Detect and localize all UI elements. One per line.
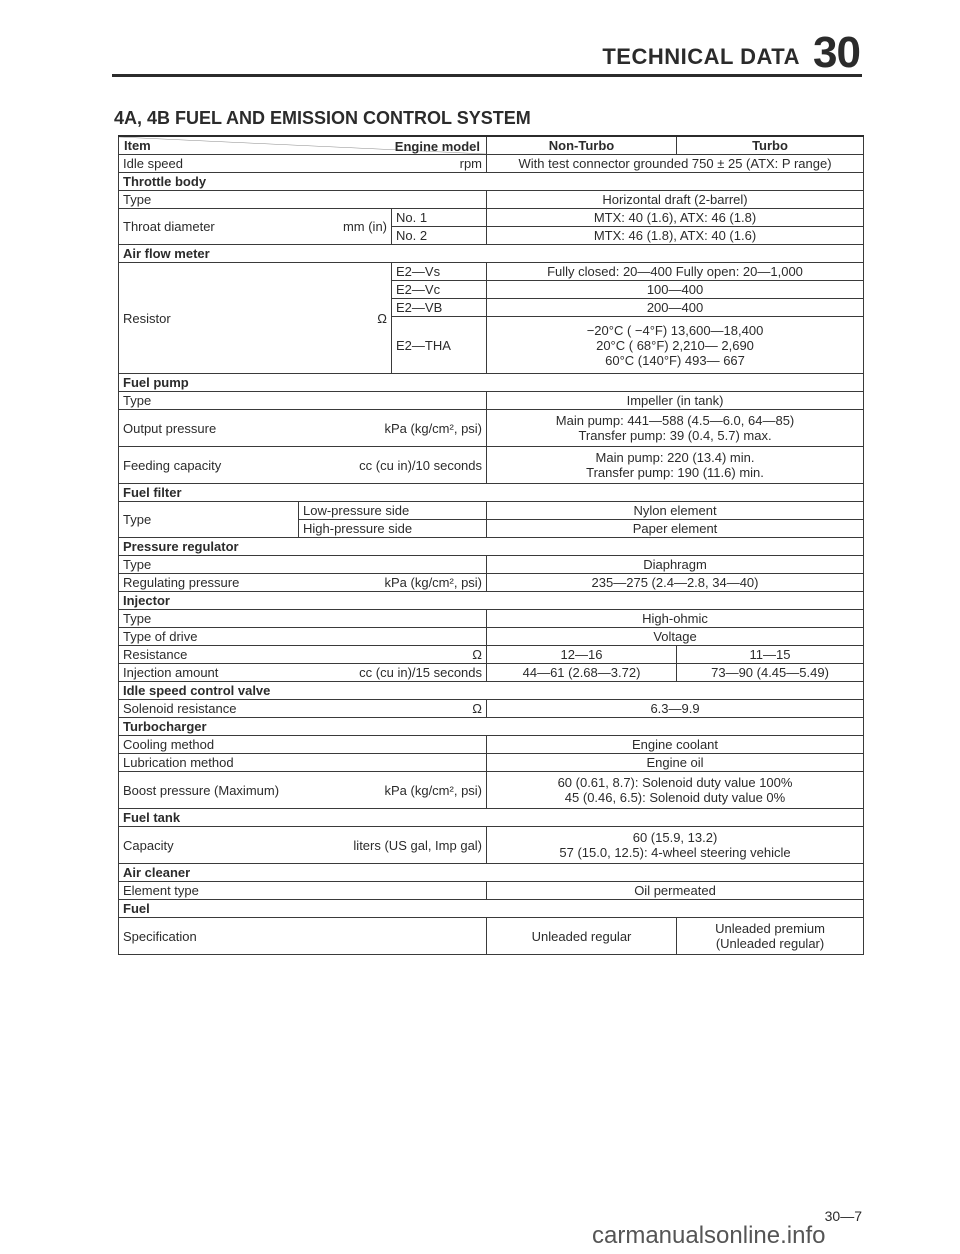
turbocharger-title: Turbocharger [119, 718, 864, 736]
drive-type-value: Voltage [487, 628, 864, 646]
output-line-2: Transfer pump: 39 (0.4, 5.7) max. [578, 428, 772, 443]
resistance-unit: Ω [472, 647, 483, 662]
boost-pressure-label: Boost pressure (Maximum) [123, 782, 280, 798]
solenoid-resistance-unit: Ω [472, 701, 483, 716]
idle-speed-control-title: Idle speed control valve [119, 682, 864, 700]
resistor-label: Resistor [123, 310, 171, 326]
idle-speed-label: Idle speed [123, 156, 183, 171]
section-row [119, 900, 864, 918]
vs-value: Fully closed: 20—400 Fully open: 20—1,000 [487, 263, 864, 281]
table-row [119, 918, 864, 955]
regulating-pressure-label: Regulating pressure [123, 575, 240, 590]
filter-type-label: Type [119, 502, 299, 538]
table-row [119, 209, 864, 227]
regulating-pressure-unit: kPa (kg/cm², psi) [384, 575, 483, 590]
element-type-value: Oil permeated [487, 882, 864, 900]
table-row [119, 827, 864, 864]
regulating-pressure-value: 235—275 (2.4—2.8, 34—40) [487, 574, 864, 592]
solenoid-resistance-value: 6.3—9.9 [487, 700, 864, 718]
section-row [119, 682, 864, 700]
vc-value: 100—400 [487, 281, 864, 299]
idle-speed-value: With test connector grounded 750 ± 25 (ATX: P range) [487, 155, 864, 173]
non-turbo-header: Non-Turbo [487, 136, 677, 155]
injection-amount-label: Injection amount [123, 665, 219, 680]
throat-unit: mm (in) [342, 219, 387, 234]
injector-type-label: Type [119, 610, 487, 628]
header-title: TECHNICAL DATA [602, 44, 800, 69]
vc-label: E2—Vc [392, 281, 487, 299]
injection-amount-turbo: 73—90 (4.45—5.49) [677, 664, 864, 682]
regulator-type-value: Diaphragm [487, 556, 864, 574]
table-row [119, 392, 864, 410]
no1-value: MTX: 40 (1.6), ATX: 46 (1.8) [487, 209, 864, 227]
injector-type-value: High-ohmic [487, 610, 864, 628]
section-row [119, 245, 864, 263]
turbo-header: Turbo [677, 136, 864, 155]
pump-type-label: Type [119, 392, 487, 410]
table-row [119, 574, 864, 592]
high-pressure-label: High-pressure side [299, 520, 487, 538]
capacity-unit: liters (US gal, Imp gal) [353, 837, 483, 853]
table-row [119, 502, 864, 520]
lubrication-method-label: Lubrication method [119, 754, 487, 772]
section-row [119, 592, 864, 610]
output-line-1: Main pump: 441—588 (4.5—6.0, 64—85) [555, 413, 795, 428]
section-row [119, 374, 864, 392]
resistor-unit: Ω [377, 310, 387, 326]
injection-amount-unit: cc (cu in)/15 seconds [359, 665, 483, 680]
section-row [119, 173, 864, 191]
table-row [119, 754, 864, 772]
drive-type-label: Type of drive [119, 628, 487, 646]
regulator-type-label: Type [119, 556, 487, 574]
section-row [119, 538, 864, 556]
specification-turbo-line-1: Unleaded premium [715, 921, 825, 936]
cooling-method-value: Engine coolant [487, 736, 864, 754]
tha-line-2: 20°C ( 68°F) 2,210— 2,690 [596, 337, 754, 353]
section-number: 30 [813, 28, 860, 77]
table-row [119, 736, 864, 754]
boost-pressure-unit: kPa (kg/cm², psi) [384, 782, 483, 798]
boost-line-1: 60 (0.61, 8.7): Solenoid duty value 100% [557, 775, 793, 790]
table-row [119, 664, 864, 682]
feed-line-1: Main pump: 220 (13.4) min. [595, 450, 755, 465]
air-flow-meter-title: Air flow meter [119, 245, 864, 263]
section-row [119, 484, 864, 502]
specification-non-turbo: Unleaded regular [487, 918, 677, 955]
table-row [119, 155, 864, 173]
vb-label: E2—VB [392, 299, 487, 317]
feeding-capacity-unit: cc (cu in)/10 seconds [359, 457, 483, 473]
air-cleaner-title: Air cleaner [119, 864, 864, 882]
capacity-line-1: 60 (15.9, 13.2) [632, 830, 718, 845]
vb-value: 200—400 [487, 299, 864, 317]
high-pressure-value: Paper element [487, 520, 864, 538]
no2-label: No. 2 [392, 227, 487, 245]
boost-line-2: 45 (0.46, 6.5): Solenoid duty value 0% [564, 790, 786, 805]
tha-label: E2—THA [392, 317, 487, 374]
section-row [119, 809, 864, 827]
throat-label: Throat diameter [123, 219, 215, 234]
idle-speed-unit: rpm [459, 156, 483, 171]
resistance-turbo: 11—15 [677, 646, 864, 664]
specification-label: Specification [119, 918, 487, 955]
no2-value: MTX: 46 (1.8), ATX: 40 (1.6) [487, 227, 864, 245]
page-number: 30—7 [824, 1208, 862, 1224]
feeding-capacity-label: Feeding capacity [123, 457, 222, 473]
item-label: Item [124, 138, 151, 153]
fuel-filter-title: Fuel filter [119, 484, 864, 502]
spec-table [118, 135, 864, 955]
tha-line-1: −20°C ( −4°F) 13,600—18,400 [586, 322, 764, 338]
element-type-label: Element type [119, 882, 487, 900]
solenoid-resistance-label: Solenoid resistance [123, 701, 237, 716]
table-row [119, 191, 864, 209]
specification-turbo-line-2: (Unleaded regular) [715, 936, 825, 951]
table-row [119, 700, 864, 718]
no1-label: No. 1 [392, 209, 487, 227]
tha-line-3: 60°C (140°F) 493— 667 [605, 352, 745, 368]
table-row [119, 628, 864, 646]
vs-label: E2—Vs [392, 263, 487, 281]
lubrication-method-value: Engine oil [487, 754, 864, 772]
throttle-body-title: Throttle body [119, 173, 864, 191]
engine-model-label: Engine model [394, 139, 481, 154]
table-row [119, 556, 864, 574]
low-pressure-value: Nylon element [487, 502, 864, 520]
table-row [119, 646, 864, 664]
cooling-method-label: Cooling method [119, 736, 487, 754]
table-header-row [119, 136, 864, 155]
table-row [119, 410, 864, 447]
injector-title: Injector [119, 592, 864, 610]
resistance-non-turbo: 12—16 [487, 646, 677, 664]
table-row [119, 882, 864, 900]
fuel-title: Fuel [119, 900, 864, 918]
capacity-line-2: 57 (15.0, 12.5): 4-wheel steering vehicle [559, 845, 791, 860]
table-row [119, 610, 864, 628]
header-diagonal-cell [119, 136, 487, 155]
section-row [119, 864, 864, 882]
output-pressure-unit: kPa (kg/cm², psi) [384, 420, 483, 436]
table-row [119, 447, 864, 484]
fuel-pump-title: Fuel pump [119, 374, 864, 392]
pump-type-value: Impeller (in tank) [487, 392, 864, 410]
table-row [119, 772, 864, 809]
page-header [112, 28, 862, 77]
resistance-label: Resistance [123, 647, 188, 662]
feed-line-2: Transfer pump: 190 (11.6) min. [586, 465, 764, 480]
output-pressure-label: Output pressure [123, 420, 217, 436]
pressure-regulator-title: Pressure regulator [119, 538, 864, 556]
throttle-type-label: Type [119, 191, 487, 209]
low-pressure-label: Low-pressure side [299, 502, 487, 520]
system-title: 4A, 4B FUEL AND EMISSION CONTROL SYSTEM [114, 108, 531, 128]
fuel-tank-title: Fuel tank [119, 809, 864, 827]
throttle-type-value: Horizontal draft (2-barrel) [487, 191, 864, 209]
injection-amount-non-turbo: 44—61 (2.68—3.72) [487, 664, 677, 682]
section-row [119, 718, 864, 736]
watermark: carmanualsonline.info [592, 1222, 826, 1249]
table-row [119, 263, 864, 281]
capacity-label: Capacity [123, 837, 174, 853]
